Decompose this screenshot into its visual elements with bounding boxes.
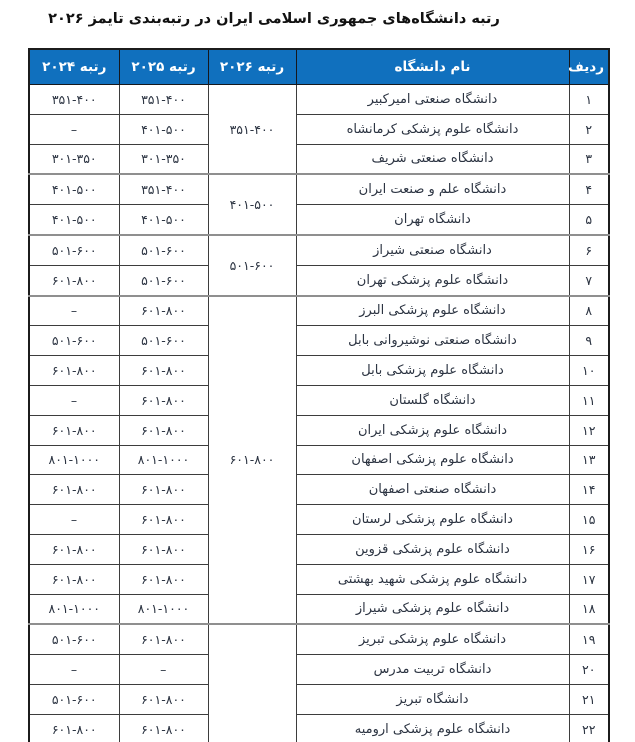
- row-number-cell: ۲۱: [569, 684, 609, 714]
- rank-2026-group-cell: ۳۵۱-۴۰۰: [208, 85, 296, 175]
- header-university-name: نام دانشگاه: [296, 49, 569, 85]
- rank-2024-cell: ۵۰۱-۶۰۰: [29, 235, 119, 265]
- rank-2025-cell: ۶۰۱-۸۰۰: [119, 505, 208, 535]
- rank-2024-cell: –: [29, 505, 119, 535]
- rank-2025-cell: ۶۰۱-۸۰۰: [119, 564, 208, 594]
- row-number-cell: ۱۳: [569, 445, 609, 475]
- rank-2024-cell: –: [29, 114, 119, 144]
- university-name-cell: دانشگاه تهران: [296, 205, 569, 235]
- table-row: [29, 174, 609, 204]
- row-number-cell: ۱۷: [569, 564, 609, 594]
- row-number-cell: ۱۵: [569, 505, 609, 535]
- university-name-cell: دانشگاه علوم پزشکی کرمانشاه: [296, 114, 569, 144]
- university-name-cell: دانشگاه علوم پزشکی تبریز: [296, 624, 569, 654]
- university-name-cell: دانشگاه صنعتی اصفهان: [296, 475, 569, 505]
- table-row: [29, 475, 609, 505]
- row-number-cell: ۱۴: [569, 475, 609, 505]
- row-number-cell: ۷: [569, 265, 609, 295]
- university-name-cell: دانشگاه صنعتی شیراز: [296, 235, 569, 265]
- table-row: [29, 684, 609, 714]
- table-header: [29, 49, 609, 85]
- rank-2024-cell: ۶۰۱-۸۰۰: [29, 415, 119, 445]
- rank-2025-cell: ۶۰۱-۸۰۰: [119, 356, 208, 386]
- row-number-cell: ۱۹: [569, 624, 609, 654]
- rank-2025-cell: ۵۰۱-۶۰۰: [119, 265, 208, 295]
- university-name-cell: دانشگاه علوم پزشکی البرز: [296, 296, 569, 326]
- university-name-cell: دانشگاه علوم پزشکی ایران: [296, 415, 569, 445]
- table-row: [29, 415, 609, 445]
- rank-2025-cell: ۵۰۱-۶۰۰: [119, 235, 208, 265]
- rank-2024-cell: ۶۰۱-۸۰۰: [29, 714, 119, 742]
- table-row: [29, 144, 609, 174]
- rank-2025-cell: ۶۰۱-۸۰۰: [119, 534, 208, 564]
- rank-2024-cell: ۳۵۱-۴۰۰: [29, 85, 119, 115]
- row-number-cell: ۱۶: [569, 534, 609, 564]
- rank-2025-cell: ۶۰۱-۸۰۰: [119, 714, 208, 742]
- university-name-cell: دانشگاه علوم پزشکی لرستان: [296, 505, 569, 535]
- table-row: [29, 114, 609, 144]
- rank-2024-cell: ۸۰۱-۱۰۰۰: [29, 594, 119, 624]
- university-name-cell: دانشگاه علوم پزشکی شهید بهشتی: [296, 564, 569, 594]
- university-name-cell: دانشگاه علوم پزشکی بابل: [296, 356, 569, 386]
- rank-2025-cell: ۳۰۱-۳۵۰: [119, 144, 208, 174]
- table-row: [29, 296, 609, 326]
- university-name-cell: دانشگاه علوم پزشکی شیراز: [296, 594, 569, 624]
- table-row: [29, 505, 609, 535]
- rank-2024-cell: ۶۰۱-۸۰۰: [29, 356, 119, 386]
- table-row: [29, 445, 609, 475]
- table-row: [29, 714, 609, 742]
- rank-2025-cell: ۵۰۱-۶۰۰: [119, 326, 208, 356]
- row-number-cell: ۲۲: [569, 714, 609, 742]
- rank-2024-cell: ۶۰۱-۸۰۰: [29, 265, 119, 295]
- rank-2026-group-cell: ۶۰۱-۸۰۰: [208, 296, 296, 625]
- rank-2025-cell: ۳۵۱-۴۰۰: [119, 85, 208, 115]
- row-number-cell: ۱: [569, 85, 609, 115]
- rank-2025-cell: ۸۰۱-۱۰۰۰: [119, 445, 208, 475]
- rank-2025-cell: –: [119, 655, 208, 685]
- row-number-cell: ۴: [569, 174, 609, 204]
- rank-2024-cell: ۴۰۱-۵۰۰: [29, 174, 119, 204]
- university-name-cell: دانشگاه گلستان: [296, 385, 569, 415]
- university-name-cell: دانشگاه علوم پزشکی قزوین: [296, 534, 569, 564]
- row-number-cell: ۶: [569, 235, 609, 265]
- table-row: [29, 265, 609, 295]
- table-row: [29, 85, 609, 115]
- rank-2025-cell: ۴۰۱-۵۰۰: [119, 114, 208, 144]
- table-header-row: [29, 49, 609, 85]
- university-name-cell: دانشگاه صنعتی نوشیروانی بابل: [296, 326, 569, 356]
- rank-2024-cell: ۵۰۱-۶۰۰: [29, 326, 119, 356]
- table-row: [29, 326, 609, 356]
- row-number-cell: ۱۰: [569, 356, 609, 386]
- rank-2024-cell: –: [29, 385, 119, 415]
- row-number-cell: ۱۲: [569, 415, 609, 445]
- rank-2024-cell: ۳۰۱-۳۵۰: [29, 144, 119, 174]
- rank-2024-cell: ۴۰۱-۵۰۰: [29, 205, 119, 235]
- rank-2025-cell: ۶۰۱-۸۰۰: [119, 296, 208, 326]
- rank-2025-cell: ۶۰۱-۸۰۰: [119, 684, 208, 714]
- rank-2024-cell: –: [29, 655, 119, 685]
- rank-2024-cell: ۵۰۱-۶۰۰: [29, 624, 119, 654]
- ranking-table: [28, 48, 610, 742]
- rank-2025-cell: ۶۰۱-۸۰۰: [119, 624, 208, 654]
- row-number-cell: ۸: [569, 296, 609, 326]
- university-name-cell: دانشگاه علم و صنعت ایران: [296, 174, 569, 204]
- rank-2024-cell: ۵۰۱-۶۰۰: [29, 684, 119, 714]
- university-name-cell: دانشگاه تربیت مدرس: [296, 655, 569, 685]
- table-row: [29, 534, 609, 564]
- university-name-cell: دانشگاه صنعتی امیرکبیر: [296, 85, 569, 115]
- table-row: [29, 564, 609, 594]
- header-row-number: ردیف: [569, 49, 609, 85]
- university-name-cell: دانشگاه صنعتی شریف: [296, 144, 569, 174]
- rank-2024-cell: ۶۰۱-۸۰۰: [29, 475, 119, 505]
- rank-2024-cell: ۶۰۱-۸۰۰: [29, 564, 119, 594]
- row-number-cell: ۱۱: [569, 385, 609, 415]
- table-row: [29, 655, 609, 685]
- rank-2025-cell: ۶۰۱-۸۰۰: [119, 385, 208, 415]
- row-number-cell: ۱۸: [569, 594, 609, 624]
- table-row: [29, 385, 609, 415]
- university-name-cell: دانشگاه تبریز: [296, 684, 569, 714]
- table-row: [29, 356, 609, 386]
- row-number-cell: ۹: [569, 326, 609, 356]
- university-name-cell: دانشگاه علوم پزشکی اصفهان: [296, 445, 569, 475]
- table-row: [29, 624, 609, 654]
- rank-2025-cell: ۶۰۱-۸۰۰: [119, 415, 208, 445]
- table-row: [29, 205, 609, 235]
- rank-2026-group-cell: ۵۰۱-۶۰۰: [208, 235, 296, 296]
- header-rank-2026: رتبه ۲۰۲۶: [208, 49, 296, 85]
- row-number-cell: ۲۰: [569, 655, 609, 685]
- header-rank-2024: رتبه ۲۰۲۴: [29, 49, 119, 85]
- row-number-cell: ۵: [569, 205, 609, 235]
- rank-2025-cell: ۸۰۱-۱۰۰۰: [119, 594, 208, 624]
- header-rank-2025: رتبه ۲۰۲۵: [119, 49, 208, 85]
- row-number-cell: ۲: [569, 114, 609, 144]
- table-row: [29, 594, 609, 624]
- rank-2025-cell: ۳۵۱-۴۰۰: [119, 174, 208, 204]
- rank-2026-group-cell: [208, 624, 296, 742]
- rank-2026-group-cell: ۴۰۱-۵۰۰: [208, 174, 296, 235]
- rank-2024-cell: ۶۰۱-۸۰۰: [29, 534, 119, 564]
- rank-2024-cell: –: [29, 296, 119, 326]
- page-title: رتبه دانشگاه‌های جمهوری اسلامی ایران در رتبه‌بندی تایمز ۲۰۲۶: [48, 11, 500, 27]
- table-row: [29, 235, 609, 265]
- table-body: [29, 85, 609, 742]
- university-name-cell: دانشگاه علوم پزشکی تهران: [296, 265, 569, 295]
- rank-2024-cell: ۸۰۱-۱۰۰۰: [29, 445, 119, 475]
- rank-2025-cell: ۴۰۱-۵۰۰: [119, 205, 208, 235]
- rank-2025-cell: ۶۰۱-۸۰۰: [119, 475, 208, 505]
- university-name-cell: دانشگاه علوم پزشکی ارومیه: [296, 714, 569, 742]
- row-number-cell: ۳: [569, 144, 609, 174]
